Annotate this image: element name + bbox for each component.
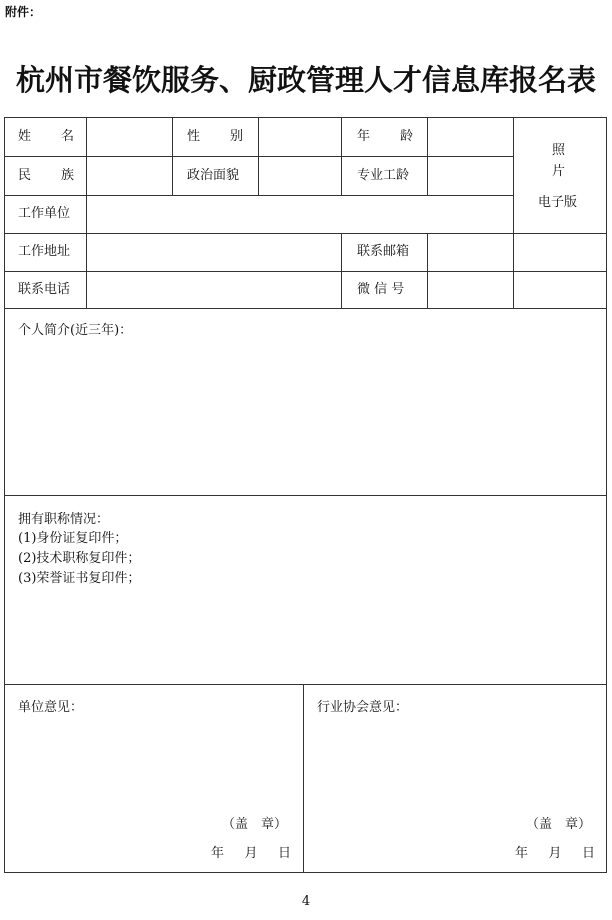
bio-label: 个人简介(近三年)： xyxy=(18,323,133,338)
unit-opinion-field[interactable] xyxy=(6,720,301,815)
professional-titles-field[interactable] xyxy=(6,591,604,682)
association-opinion-field[interactable] xyxy=(305,720,604,815)
page-number: 4 xyxy=(301,894,311,909)
list-item-id-copy: (1)身份证复印件； xyxy=(18,531,128,546)
wechat-label: 微 信 号 xyxy=(357,282,405,297)
photo-label-electronic: 电子版 xyxy=(538,195,578,210)
unit-opinion-label: 单位意见： xyxy=(18,700,84,715)
name-label: 姓 名 xyxy=(18,129,74,144)
political-status-field[interactable] xyxy=(260,158,339,194)
photo-label-1: 照 xyxy=(552,143,566,158)
name-field[interactable] xyxy=(88,119,170,155)
professional-years-label: 专业工龄 xyxy=(357,168,410,183)
work-address-field[interactable] xyxy=(88,235,339,270)
phone-field[interactable] xyxy=(88,273,339,307)
gender-label: 性 别 xyxy=(187,129,243,144)
email-label: 联系邮箱 xyxy=(357,244,410,259)
photo-label-2: 片 xyxy=(552,164,566,179)
unit-date-label: 年 月 日 xyxy=(211,846,291,861)
email-field[interactable] xyxy=(429,235,511,270)
work-address-label: 工作地址 xyxy=(18,244,71,259)
professional-years-field[interactable] xyxy=(429,158,511,194)
attachment-label: 附件： xyxy=(5,5,42,19)
photo-upload[interactable] xyxy=(515,119,605,231)
association-opinion-label: 行业协会意见： xyxy=(317,700,409,715)
list-item-title-copy: (2)技术职称复印件； xyxy=(18,551,141,566)
list-item-honor-copy: (3)荣誉证书复印件； xyxy=(18,571,141,586)
association-seal-label: （盖 章） xyxy=(526,817,592,832)
phone-label: 联系电话 xyxy=(18,282,71,297)
age-field[interactable] xyxy=(429,119,511,155)
form-title: 杭州市餐饮服务、厨政管理人才信息库报名表 xyxy=(15,63,596,97)
work-unit-label: 工作单位 xyxy=(18,206,71,221)
gender-field[interactable] xyxy=(260,119,339,155)
ethnicity-field[interactable] xyxy=(88,158,170,194)
professional-titles-heading: 拥有职称情况： xyxy=(18,512,110,527)
age-label: 年 龄 xyxy=(357,129,413,144)
wechat-field[interactable] xyxy=(429,273,511,307)
association-date-label: 年 月 日 xyxy=(515,846,595,861)
political-status-label: 政治面貌 xyxy=(187,168,240,183)
unit-seal-label: （盖 章） xyxy=(222,817,288,832)
work-unit-field[interactable] xyxy=(88,197,511,232)
bio-field[interactable] xyxy=(6,343,604,493)
ethnicity-label: 民 族 xyxy=(18,168,74,183)
registration-form-table xyxy=(4,117,607,873)
